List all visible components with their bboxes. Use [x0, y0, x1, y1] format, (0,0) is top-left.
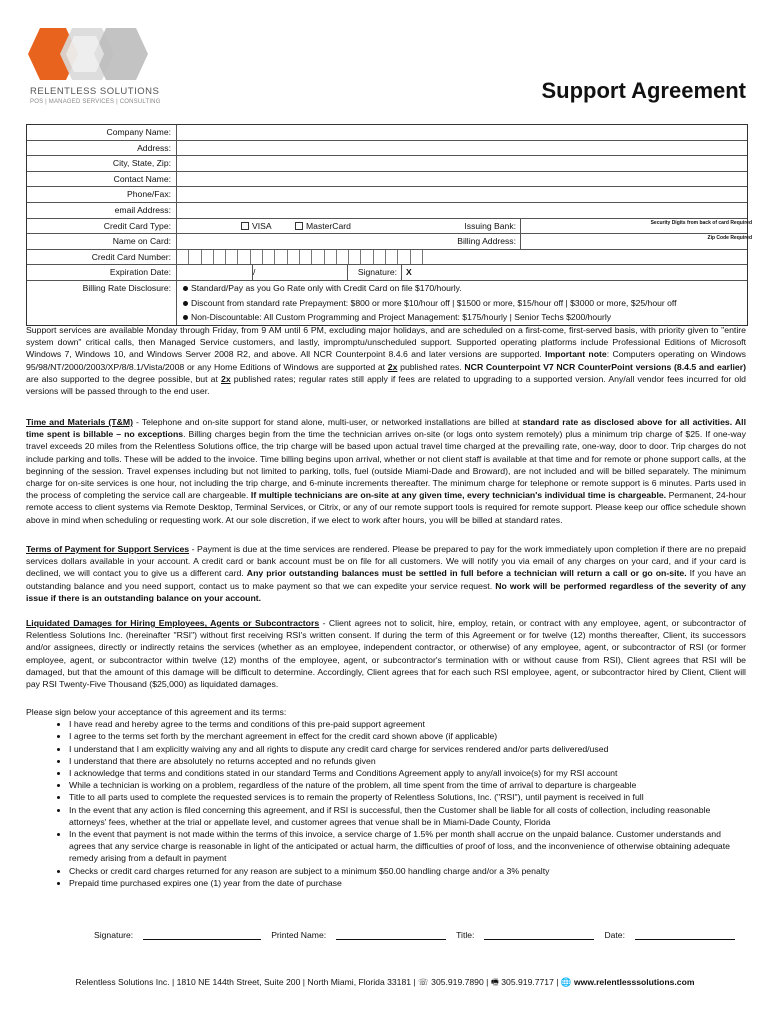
- list-item: • Checks or credit card charges returned for any reason are subject to a minimum $50.00 handling charge and/or a 3% penalty: [69, 865, 746, 877]
- mastercard-option[interactable]: [295, 219, 351, 234]
- billing-rate-label: Billing Rate Disclosure:: [27, 281, 177, 325]
- company-name-field[interactable]: [177, 125, 747, 140]
- globe-icon: 🌐: [560, 977, 572, 987]
- list-item: • Prepaid time purchased expires one (1) year from the date of purchase: [69, 877, 746, 889]
- bullet-icon: [183, 315, 188, 320]
- billing-rate-list: [177, 281, 747, 325]
- title-field[interactable]: [484, 930, 594, 940]
- logo-tagline: POS | MANAGED SERVICES | CONSULTING: [30, 99, 161, 105]
- expiration-label: Expiration Date:: [27, 265, 177, 280]
- acceptance-section: [26, 706, 746, 889]
- signature-label: Signature:: [94, 930, 134, 940]
- signature-block: [94, 930, 735, 940]
- city-label: City, State, Zip:: [27, 156, 177, 171]
- title-label: Title:: [456, 930, 475, 940]
- card-signature-field[interactable]: [417, 265, 747, 280]
- card-type-label: Credit Card Type:: [27, 219, 177, 234]
- billing-address-label: Billing Address:: [424, 234, 521, 249]
- expiration-month-field[interactable]: [177, 265, 256, 280]
- list-item: • Title to all parts used to complete the requested services is to remain the property of Relentless Solutions, Inc. ("RSI"), until payment is received in full: [69, 791, 746, 803]
- visa-checkbox[interactable]: [241, 222, 249, 230]
- fax-icon: 🖷: [490, 977, 499, 987]
- card-number-digit-boxes: [177, 250, 747, 265]
- card-number-label: Credit Card Number:: [27, 250, 177, 265]
- acceptance-intro: Please sign below your acceptance of this agreement and its terms:: [26, 707, 287, 717]
- terms-of-payment-heading: Terms of Payment for Support Services: [26, 544, 190, 554]
- logo-name: RELENTLESS SOLUTIONS: [30, 86, 160, 97]
- card-number-field[interactable]: [177, 250, 747, 265]
- contact-field[interactable]: [177, 172, 747, 187]
- signature-field[interactable]: [143, 930, 261, 940]
- list-item: • In the event that payment is not made within the terms of this invoice, a service charge of 1.5% per month shall accrue on the unpaid balance. Customer understands and agrees that any service charge is reasonable in light of the anticipated or actual harm, the difficulties of proof of loss, and the inconvenience of otherwise obtaining adequate remedy arising from a default in payment: [69, 828, 746, 865]
- security-digits-note: Security Digits from back of card Required: [650, 219, 752, 226]
- logo-mark-icon: [26, 24, 156, 84]
- page-title: Support Agreement: [541, 78, 746, 103]
- name-on-card-field[interactable]: [177, 234, 424, 249]
- form-row-city: [27, 156, 747, 172]
- list-item: • I understand that I am explicitly waiving any and all rights to dispute any credit card charge for services rendered and/or parts delivered/used: [69, 743, 746, 755]
- list-item: • I understand that there are absolutely no returns accepted and no refunds given: [69, 755, 746, 767]
- form-row-address: [27, 141, 747, 157]
- rate-item: Discount from standard rate Prepayment: $800 or more $10/hour off | $1500 or more, $15/hour off | $3000 or more, $25/hour off: [183, 296, 747, 311]
- time-and-materials-section: Time and Materials (T&M) - Telephone and on-site support for stand alone, multi-user, or networked installations are billed at standard rate as disclosed above for all activities. All time spent is billable – no exceptions. Billing charges begin from the time the technician arrives on-site (or logs onto system remotely) plus a minimum trip charge of $25. If one-way travel exceeds 20 miles from the Relentless Solutions office, the trip charge will be based upon actual travel time charged at the prevailing rate, one-way, door to door. Trip charges do not include parking and tolls. These will be added to the invoice. Time billing begins upon arrival, whether or not client staff is available at that time and for remote or phone support calls, at the beginning of the session. Travel expenses including but not limited to parking, tolls, fuel (outside Miami-Dade and Broward), are not included and will be billed separately. The minimum charge for on-site services is one hour, not including the trip charge, and 6-minute increments thereafter. The minimum charge for telephone or remote support is 6 minutes. Parts used in the process of completing the service call are chargeable. If multiple technicians are on-site at any given time, every technician's individual time is chargeable. Permanent, 24-hour remote access to client systems via Remote Desktop, Terminal Services, or Citrix, or any of our remote support tools is required for remote support. Please keep our office schedule shown above in mind when scheduling or requesting work. At our sole discretion, if we elect to work after hours, you will be billed at standard rates.: [26, 417, 746, 525]
- liquidated-damages-heading: Liquidated Damages for Hiring Employees, Agents or Subcontractors: [26, 618, 320, 628]
- footer-website-link[interactable]: www.relentlesssolutions.com: [573, 977, 695, 987]
- phone-icon: ☏: [418, 977, 429, 987]
- form-row-name-on-card: [27, 234, 752, 250]
- company-logo: [26, 24, 162, 114]
- city-field[interactable]: [177, 156, 747, 171]
- signature-x-mark: X: [406, 267, 412, 278]
- visa-option[interactable]: [241, 219, 272, 234]
- form-row-contact: [27, 172, 747, 188]
- form-row-card-type: [27, 219, 752, 235]
- terms-of-payment-section: Terms of Payment for Support Services - Payment is due at the time services are rendered. Please be prepared to pay for the work immediately upon completion if there are no prepaid services dollars available in your account. A credit card or bank account must be on file for all customers. We will notify you via email of any charges on your card, and if your card is declined, we will contact you to give us a different card. Any prior outstanding balances must be settled in full before a technician will return a call or go on-site. If you have an outstanding balance and you need support, contact us to make payment so that we can expedite your service request. No work will be performed regardless of the severity of any issue if there is an outstanding balance on your account.: [26, 544, 747, 603]
- email-label: email Address:: [27, 203, 177, 218]
- contact-label: Contact Name:: [27, 172, 177, 187]
- acceptance-list: [26, 718, 746, 889]
- list-item: • I have read and hereby agree to the terms and conditions of this pre-paid support agreement: [69, 718, 746, 730]
- liquidated-damages-section: Liquidated Damages for Hiring Employees, Agents or Subcontractors - Client agrees not to solicit, hire, employ, retain, or contract with any employee, agent, or subcontractor of Relentless Solutions Inc. (hereinafter "RSI") without first receiving RSI's written consent. If during the term of this Agreement or for twelve (12) months thereafter, Client, its successors and/or assignees, directly or indirectly retains the services (whether as an employee, independent contractor, or otherwise) of any employee, agent, or subcontractor of RSI (or former employee, agent, or subcontractor within twelve (12) months of the employee, agent, or subcontractor's termination with or without cause from RSI), Client agrees that RSI will be damaged, but that the amount of this damage will be difficult to determine. Accordingly, Client agrees that for each such RSI employee, agent, or subcontractor hired by Client, Client will pay RSI Twenty-Five Thousand ($25,000) as liquidated damages.: [26, 618, 746, 690]
- date-field[interactable]: [635, 930, 735, 940]
- mastercard-checkbox[interactable]: [295, 222, 303, 230]
- company-name-label: Company Name:: [27, 125, 177, 140]
- list-item: • In the event that any action is filed concerning this agreement, and if RSI is successful, then the Customer shall be liable for all costs of collection, including reasonable attorneys' fees, whether at the trial or appellate level, and customer agrees that venue shall be in Miami-Dade County, Florida: [69, 804, 746, 828]
- form-row-billing-rate: [27, 281, 747, 325]
- address-label: Address:: [27, 141, 177, 156]
- mastercard-label: MasterCard: [306, 220, 351, 231]
- form-row-company: [27, 125, 747, 141]
- list-item: • I agree to the terms set forth by the merchant agreement in effect for the credit card shown above (if applicable): [69, 730, 746, 742]
- list-item: • While a technician is working on a problem, regardless of the nature of the problem, all time spent from the time of arrival to departure is chargeable: [69, 779, 746, 791]
- printed-name-label: Printed Name:: [271, 930, 327, 940]
- bullet-icon: [183, 286, 188, 291]
- issuing-bank-label: Issuing Bank:: [424, 219, 521, 234]
- footer-phone: 305.919.7890: [431, 977, 484, 987]
- support-hours-paragraph: Support services are available Monday through Friday, from 9 AM until 6 PM, excluding major holidays, and are scheduled on a first-come, first-served basis, with priority given to "entire system down" critical calls, then Managed Service customers, and lastly, impromptu/unscheduled support. Supported operating platforms include Professional Editions of Microsoft Windows 7, Windows 10, and Windows Server 2008 R2, and above. All NCR Counterpoint 8.4.6 and later versions are supported. Important note: Computers operating on Windows 95/98/NT/2000/2003/XP/8/8.1/Vista/2008 or any Home Editions of Windows are supported at 2x published rates. NCR Counterpoint V7 NCR CounterPoint versions (8.4.5 and earlier) are also supported to the degree possible, but at 2x published rates; regular rates still apply if fees are related to upgrading to a supported version. Any/all vendor fees incurred for old versions will be passed through to the end user.: [26, 325, 746, 397]
- phone-label: Phone/Fax:: [27, 187, 177, 202]
- time-and-materials-heading: Time and Materials (T&M): [26, 417, 133, 427]
- zip-required-note: Zip Code Required: [707, 235, 752, 242]
- form-row-email: [27, 203, 747, 219]
- name-on-card-label: Name on Card:: [27, 234, 177, 249]
- footer-fax: 305.919.7717: [501, 977, 554, 987]
- address-field[interactable]: [177, 141, 747, 156]
- form-row-card-number: [27, 250, 747, 266]
- list-item: • I acknowledge that terms and conditions stated in our standard Terms and Conditions Agreement apply to any/all invoice(s) for my RSI account: [69, 767, 746, 779]
- form-row-expiration: [27, 265, 747, 281]
- rate-item: Non-Discountable: All Custom Programming and Project Management: $175/hourly | Senior Techs $200/hourly: [183, 310, 747, 325]
- form-row-phone: [27, 187, 747, 203]
- rate-item: Standard/Pay as you Go Rate only with Credit Card on file $170/hourly.: [183, 281, 747, 296]
- email-field[interactable]: [177, 203, 747, 218]
- expiration-slash: /: [253, 267, 256, 278]
- visa-label: VISA: [252, 220, 272, 231]
- page-footer: Relentless Solutions Inc. | 1810 NE 144th Street, Suite 200 | North Miami, Florida 33181 | ☏ 305.919.7890 | 🖷 305.919.7717 | 🌐 www.relentlesssolutions.com: [75, 977, 695, 987]
- footer-address: Relentless Solutions Inc. | 1810 NE 144th Street, Suite 200 | North Miami, Florida 33181 |: [75, 977, 419, 987]
- expiration-year-field[interactable]: [267, 265, 348, 280]
- date-label: Date:: [604, 930, 625, 940]
- bullet-icon: [183, 301, 188, 306]
- printed-name-field[interactable]: [336, 930, 446, 940]
- phone-field[interactable]: [177, 187, 747, 202]
- signature-label: Signature:: [352, 265, 402, 280]
- customer-info-form: [26, 124, 752, 326]
